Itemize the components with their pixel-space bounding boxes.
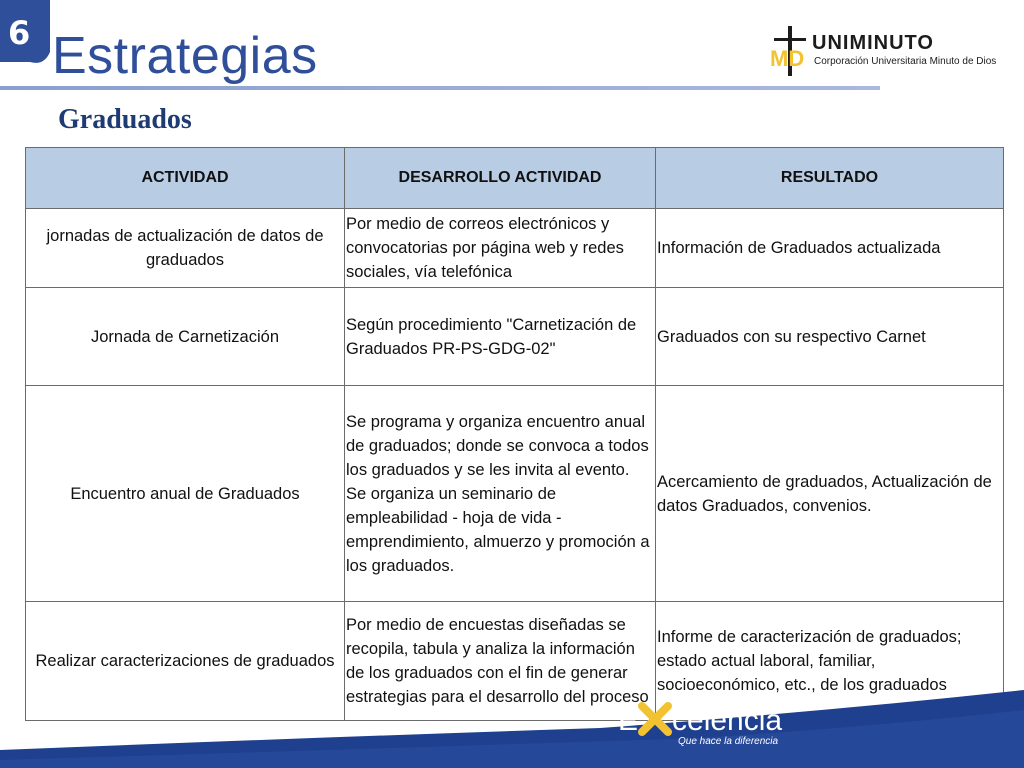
excelencia-x-icon bbox=[638, 702, 672, 736]
cell-desarrollo: Por medio de encuestas diseñadas se recopila, tabula y analiza la información de los graduados con el fin de generar estrategias para el desarrollo del proceso bbox=[345, 602, 656, 721]
table-row bbox=[26, 386, 1004, 602]
table-row bbox=[26, 209, 1004, 288]
excelencia-logo bbox=[618, 698, 788, 758]
uniminuto-logo bbox=[768, 24, 998, 80]
cell-actividad: jornadas de actualización de datos de graduados bbox=[26, 209, 345, 288]
cell-desarrollo: Según procedimiento "Carnetización de Graduados PR-PS-GDG-02" bbox=[345, 288, 656, 386]
cell-resultado: Información de Graduados actualizada bbox=[656, 209, 1004, 288]
table-row bbox=[26, 288, 1004, 386]
logo-brand: UNIMINUTO bbox=[812, 32, 934, 54]
title-divider bbox=[0, 86, 880, 90]
uniminuto-emblem-icon bbox=[768, 26, 814, 76]
footer-swoosh bbox=[0, 690, 1024, 768]
header-desarrollo: DESARROLLO ACTIVIDAD bbox=[345, 148, 656, 209]
header-actividad: ACTIVIDAD bbox=[26, 148, 345, 209]
strategies-table bbox=[25, 147, 1004, 721]
cell-resultado: Informe de caracterización de graduados; estado actual laboral, familiar, socioeconómico, etc., de los graduados bbox=[656, 602, 1004, 721]
excelencia-rest: celencia bbox=[672, 704, 783, 737]
section-subtitle: Graduados bbox=[58, 104, 192, 135]
table-header-row bbox=[26, 148, 1004, 209]
cell-resultado: Graduados con su respectivo Carnet bbox=[656, 288, 1004, 386]
header-resultado: RESULTADO bbox=[656, 148, 1004, 209]
slide-number: 6 bbox=[8, 14, 31, 52]
cell-actividad: Realizar caracterizaciones de graduados bbox=[26, 602, 345, 721]
excelencia-tagline: Que hace la diferencia bbox=[678, 736, 779, 747]
slide-number-badge bbox=[0, 0, 50, 64]
cell-desarrollo: Por medio de correos electrónicos y convocatorias por página web y redes sociales, vía telefónica bbox=[345, 209, 656, 288]
logo-subtitle: Corporación Universitaria Minuto de Dios bbox=[814, 56, 997, 67]
cell-actividad: Encuentro anual de Graduados bbox=[26, 386, 345, 602]
page-title: Estrategias bbox=[52, 27, 318, 85]
excelencia-letter-e: E bbox=[618, 704, 639, 737]
cell-resultado: Acercamiento de graduados, Actualización de datos Graduados, convenios. bbox=[656, 386, 1004, 602]
excelencia-wordmark bbox=[618, 702, 782, 738]
cell-actividad: Jornada de Carnetización bbox=[26, 288, 345, 386]
cell-desarrollo: Se programa y organiza encuentro anual de graduados; donde se convoca a todos los graduados y se les invita al evento. Se organiza un seminario de empleabilidad - hoja de vida - emprendimiento, almuerzo y promoción a los graduados. bbox=[345, 386, 656, 602]
logo-monogram: MD bbox=[770, 46, 805, 71]
